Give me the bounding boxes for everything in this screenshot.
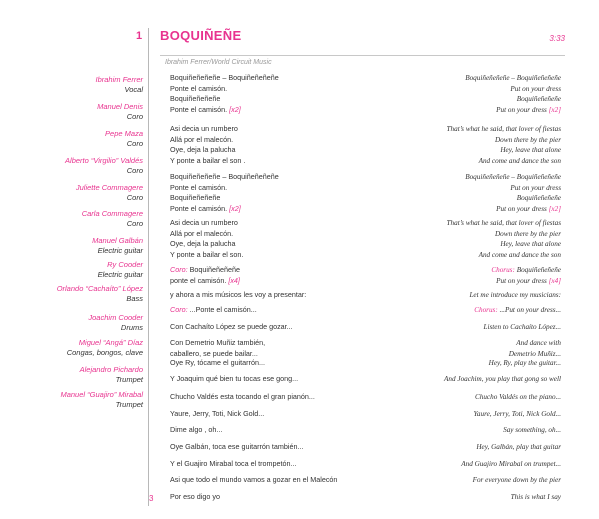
lyric-text: Boquiñeñeñeñe ponte el camisón.: [170, 265, 240, 285]
lyric-text: And Guajiro Mirabal on trumpet...: [461, 460, 561, 468]
section-label: Chorus:: [474, 306, 500, 314]
column-divider: [148, 28, 149, 506]
track-number: 1: [136, 30, 143, 42]
lyric-text: Asi decia un rumbero Allá por el malecón. Oye, deja la palucha Y ponte a bailar el son .: [170, 124, 246, 165]
lyric-text: Boquiñeñeñeñe Put on your dress: [496, 266, 561, 285]
lyric-english: [475, 392, 561, 403]
lyric-text: Say something, oh...: [503, 426, 561, 434]
lyric-text: Let me introduce my musicians:: [469, 291, 561, 299]
lyric-spanish: [170, 492, 220, 503]
personnel-entry: [97, 102, 143, 122]
lyric-text: Hey, Ry, play the guitar...: [488, 359, 561, 367]
lyric-spanish: [170, 442, 303, 453]
lyric-text: Yaure, Jerry, Toti, Nick Gold...: [473, 410, 561, 418]
lyric-english: [465, 73, 561, 115]
title-rule: [160, 55, 565, 56]
personnel-entry: [65, 156, 143, 176]
lyric-text: This is what I say: [510, 493, 561, 501]
lyric-spanish: [170, 338, 265, 359]
lyric-spanish: [170, 265, 240, 286]
lyric-spanish: [170, 392, 315, 403]
personnel-entry: [95, 75, 143, 95]
musician-name: Joachim Cooder: [88, 313, 143, 322]
lyric-english: [469, 290, 561, 301]
lyric-text: That’s what he said, that lover of fiestas Down there by the pier Hey, leave that alone And come and dance the son: [446, 125, 561, 165]
repeat-marker: [x2]: [548, 105, 561, 114]
personnel-entry: [80, 365, 143, 385]
lyric-text: Con Demetrio Muñiz también, caballero, se puede bailar...: [170, 338, 266, 358]
section-label: Chorus:: [491, 266, 517, 274]
lyric-spanish: [170, 409, 264, 420]
page-number: 3: [149, 494, 154, 503]
repeat-marker: [x2]: [229, 203, 241, 213]
lyric-text: y ahora a mis músicos les voy a presentar:: [170, 290, 307, 299]
lyric-text: Y Joaquim qué bien tu tocas ese gong...: [170, 374, 299, 383]
musician-name: Carla Commagere: [81, 209, 143, 218]
musician-role: Trumpet: [115, 400, 143, 409]
lyric-english: [489, 358, 561, 369]
lyric-english: [484, 322, 561, 333]
song-title: BOQUIÑEÑE: [160, 28, 242, 43]
lyric-spanish: [170, 358, 265, 369]
lyric-text: Asi decia un rumbero Allá por el malecón. Oye, deja la palucha Y ponte a bailar el son.: [170, 218, 244, 259]
musician-role: Coro: [126, 219, 143, 228]
musician-name: Manuel Denis: [97, 102, 143, 111]
lyric-spanish: [170, 459, 297, 470]
musician-role: Congas, bongos, clave: [66, 348, 143, 357]
musician-name: Juliette Commagere: [75, 183, 143, 192]
lyric-spanish: [170, 73, 279, 115]
musician-role: Coro: [126, 166, 143, 175]
lyric-text: And dance with Demetrio Muñiz...: [508, 339, 561, 358]
musician-role: Electric guitar: [97, 270, 143, 279]
musician-role: Coro: [126, 139, 143, 148]
lyric-text: Boquiñeñeñeñe – Boquiñeñeñeñe Put on your dress Boquiñeñeñeñe Put on your dress: [465, 74, 561, 114]
personnel-entry: [88, 313, 143, 333]
lyric-spanish: [170, 218, 243, 260]
lyric-text: Oye Galbán, toca ese guitarrón también...: [170, 442, 304, 451]
lyric-english: [511, 492, 561, 503]
lyric-text: Yaure, Jerry, Toti, Nick Gold...: [170, 409, 265, 418]
lyric-spanish: [170, 290, 306, 301]
lyric-spanish: [170, 322, 293, 333]
musician-role: Drums: [120, 323, 143, 332]
lyric-text: And Joachim, you play that gong so well: [444, 375, 561, 383]
musician-name: Manuel Galbán: [92, 236, 143, 245]
lyric-english: [447, 124, 561, 166]
musician-role: Trumpet: [115, 375, 143, 384]
lyric-spanish: [170, 305, 257, 316]
repeat-marker: [x4]: [548, 276, 561, 285]
lyric-text: Boquiñeñeñeñe – Boquiñeñeñeñe Put on your dress Boquiñeñeñeñe Put on your dress: [465, 173, 561, 213]
musician-role: Bass: [126, 294, 143, 303]
lyric-text: Por eso digo yo: [170, 492, 220, 501]
lyric-text: Asi que todo el mundo vamos a gozar en el Malecón: [170, 475, 338, 484]
lyric-spanish: [170, 124, 245, 166]
lyric-english: [473, 475, 561, 486]
lyric-english: [476, 442, 561, 453]
lyric-text: Hey, Galbán, play that guitar: [476, 443, 561, 451]
lyric-text: Y el Guajiro Mirabal toca el trompetón...: [170, 459, 297, 468]
lyric-text: ...Put on your dress...: [499, 306, 561, 314]
musician-name: Pepe Maza: [105, 129, 143, 138]
personnel-entry: [76, 183, 143, 203]
repeat-marker: [x2]: [548, 204, 561, 213]
personnel-entry: [67, 338, 143, 358]
lyric-text: Boquiñeñeñeñe – Boquiñeñeñeñe Ponte el camisón. Boquiñeñeñeñe Ponte el camisón.: [170, 172, 279, 213]
lyric-english: [447, 218, 561, 260]
musician-role: Vocal: [124, 85, 143, 94]
musician-name: Miguel “Angá” Díaz: [78, 338, 143, 347]
lyric-spanish: [170, 172, 279, 214]
repeat-marker: [x2]: [229, 104, 241, 114]
musician-name: Alejandro Pichardo: [79, 365, 143, 374]
musician-name: Alberto “Virgilio” Valdés: [65, 156, 143, 165]
musician-role: Coro: [126, 112, 143, 121]
lyric-english: [465, 172, 561, 214]
musician-name: Ry Cooder: [107, 260, 143, 269]
personnel-entry: [82, 209, 143, 229]
personnel-entry: [60, 390, 143, 410]
personnel-entry: [98, 260, 143, 280]
musician-name: Orlando “Cachaíto” López: [56, 284, 143, 293]
lyric-english: [503, 425, 561, 436]
lyric-spanish: [170, 425, 222, 436]
lyric-text: For everyone down by the pier: [472, 476, 561, 484]
musician-name: Ibrahim Ferrer: [95, 75, 143, 84]
lyric-english: [461, 459, 561, 470]
section-label: Coro:: [170, 305, 190, 314]
personnel-entry: [92, 236, 143, 256]
section-label: Coro:: [170, 265, 190, 274]
musician-role: Coro: [126, 193, 143, 202]
songwriter-credit: Ibrahim Ferrer/World Circuit Music: [165, 59, 272, 66]
lyric-text: Boquiñeñeñeñe – Boquiñeñeñeñe Ponte el camisón. Boquiñeñeñeñe Ponte el camisón.: [170, 73, 279, 114]
lyric-text: Chucho Valdés esta tocando el gran pianón...: [170, 392, 315, 401]
lyric-english: [474, 409, 561, 420]
lyric-spanish: [170, 475, 337, 486]
lyric-english: [509, 338, 561, 359]
lyric-english: [474, 305, 561, 316]
lyric-english: [444, 374, 561, 385]
personnel-entry: [105, 129, 143, 149]
track-duration: 3:33: [549, 34, 565, 43]
personnel-entry: [57, 284, 143, 304]
lyric-text: Dime algo , oh...: [170, 425, 223, 434]
lyric-text: That’s what he said, that lover of fiestas Down there by the pier Hey, leave that alone And come and dance the son: [446, 219, 561, 259]
lyric-text: Con Cachaíto López se puede gozar...: [170, 322, 293, 331]
lyric-text: Chucho Valdés on the piano...: [474, 393, 561, 401]
repeat-marker: [x4]: [228, 275, 240, 285]
musician-role: Electric guitar: [97, 246, 143, 255]
lyric-spanish: [170, 374, 298, 385]
lyric-english: [491, 265, 561, 286]
lyric-text: Oye Ry, tócame el guitarrón...: [170, 358, 265, 367]
musician-name: Manuel “Guajiro” Mirabal: [60, 390, 143, 399]
lyric-text: ...Ponte el camisón...: [189, 305, 257, 314]
lyric-text: Listen to Cachaíto López...: [483, 323, 561, 331]
